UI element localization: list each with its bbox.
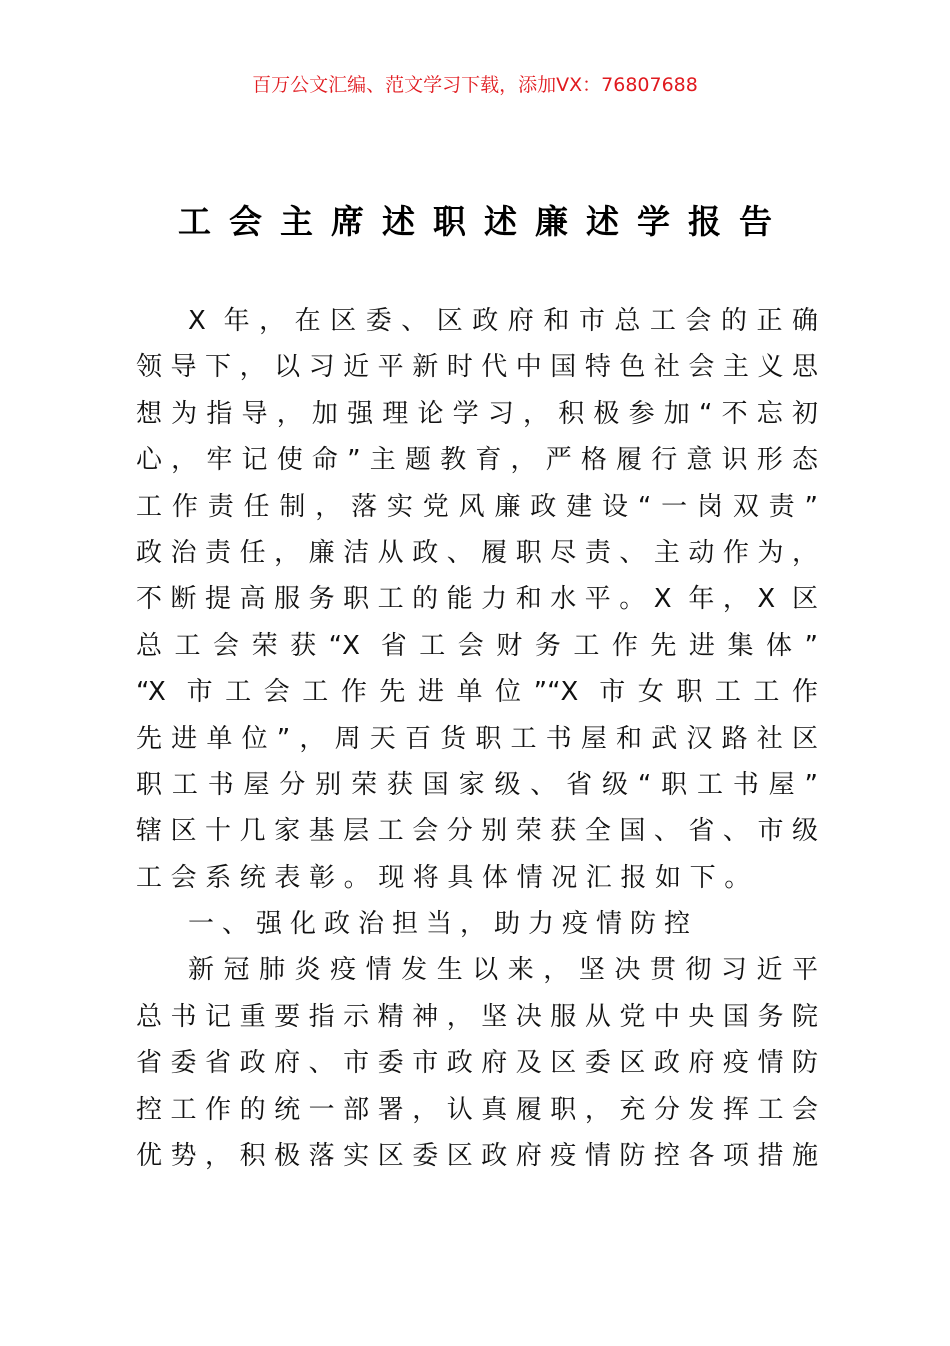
document-body: [136, 298, 818, 1179]
body-line: 辖区十几家基层工会分别荣获全国、省、市级: [136, 816, 818, 847]
document-title: 工会主席述职述廉述学报告: [178, 202, 790, 241]
body-line: 领导下，以习近平新时代中国特色社会主义思: [136, 352, 818, 383]
body-line: 工会系统表彰。现将具体情况汇报如下。: [136, 862, 759, 893]
body-line: 新冠肺炎疫情发生以来，坚决贯彻习近平: [188, 955, 818, 986]
body-line: X 年，在区委、区政府和市总工会的正确: [188, 306, 818, 336]
header-watermark-note: 百万公文汇编、范文学习下载，添加VX：76807688: [252, 74, 698, 96]
body-line: 政治责任，廉洁从政、履职尽责、主动作为，: [136, 537, 818, 568]
body-line: 职工书屋分别荣获国家级、省级“职工书屋”: [136, 769, 818, 800]
body-line: 总书记重要指示精神，坚决服从党中央国务院: [136, 1001, 818, 1032]
body-line: 总工会荣获“X 省工会财务工作先进集体”: [136, 630, 818, 661]
body-line: 省委省政府、市委市政府及区委区政府疫情防: [136, 1048, 818, 1079]
body-line: 控工作的统一部署，认真履职，充分发挥工会: [136, 1094, 818, 1125]
body-line: 心，牢记使命”主题教育，严格履行意识形态: [136, 445, 818, 476]
body-line: 先进单位”，周天百货职工书屋和武汉路社区: [136, 723, 818, 754]
body-line: 想为指导，加强理论学习，积极参加“不忘初: [136, 398, 818, 429]
body-line: 不断提高服务职工的能力和水平。X 年，X 区: [136, 584, 818, 615]
body-line: 工作责任制，落实党风廉政建设“一岗双责”: [136, 491, 818, 522]
body-line: 优势，积极落实区委区政府疫情防控各项措施: [136, 1141, 818, 1172]
section-heading: 一、强化政治担当，助力疫情防控: [188, 909, 699, 940]
body-line: “X 市工会工作先进单位”“X 市女职工工作: [136, 677, 818, 708]
